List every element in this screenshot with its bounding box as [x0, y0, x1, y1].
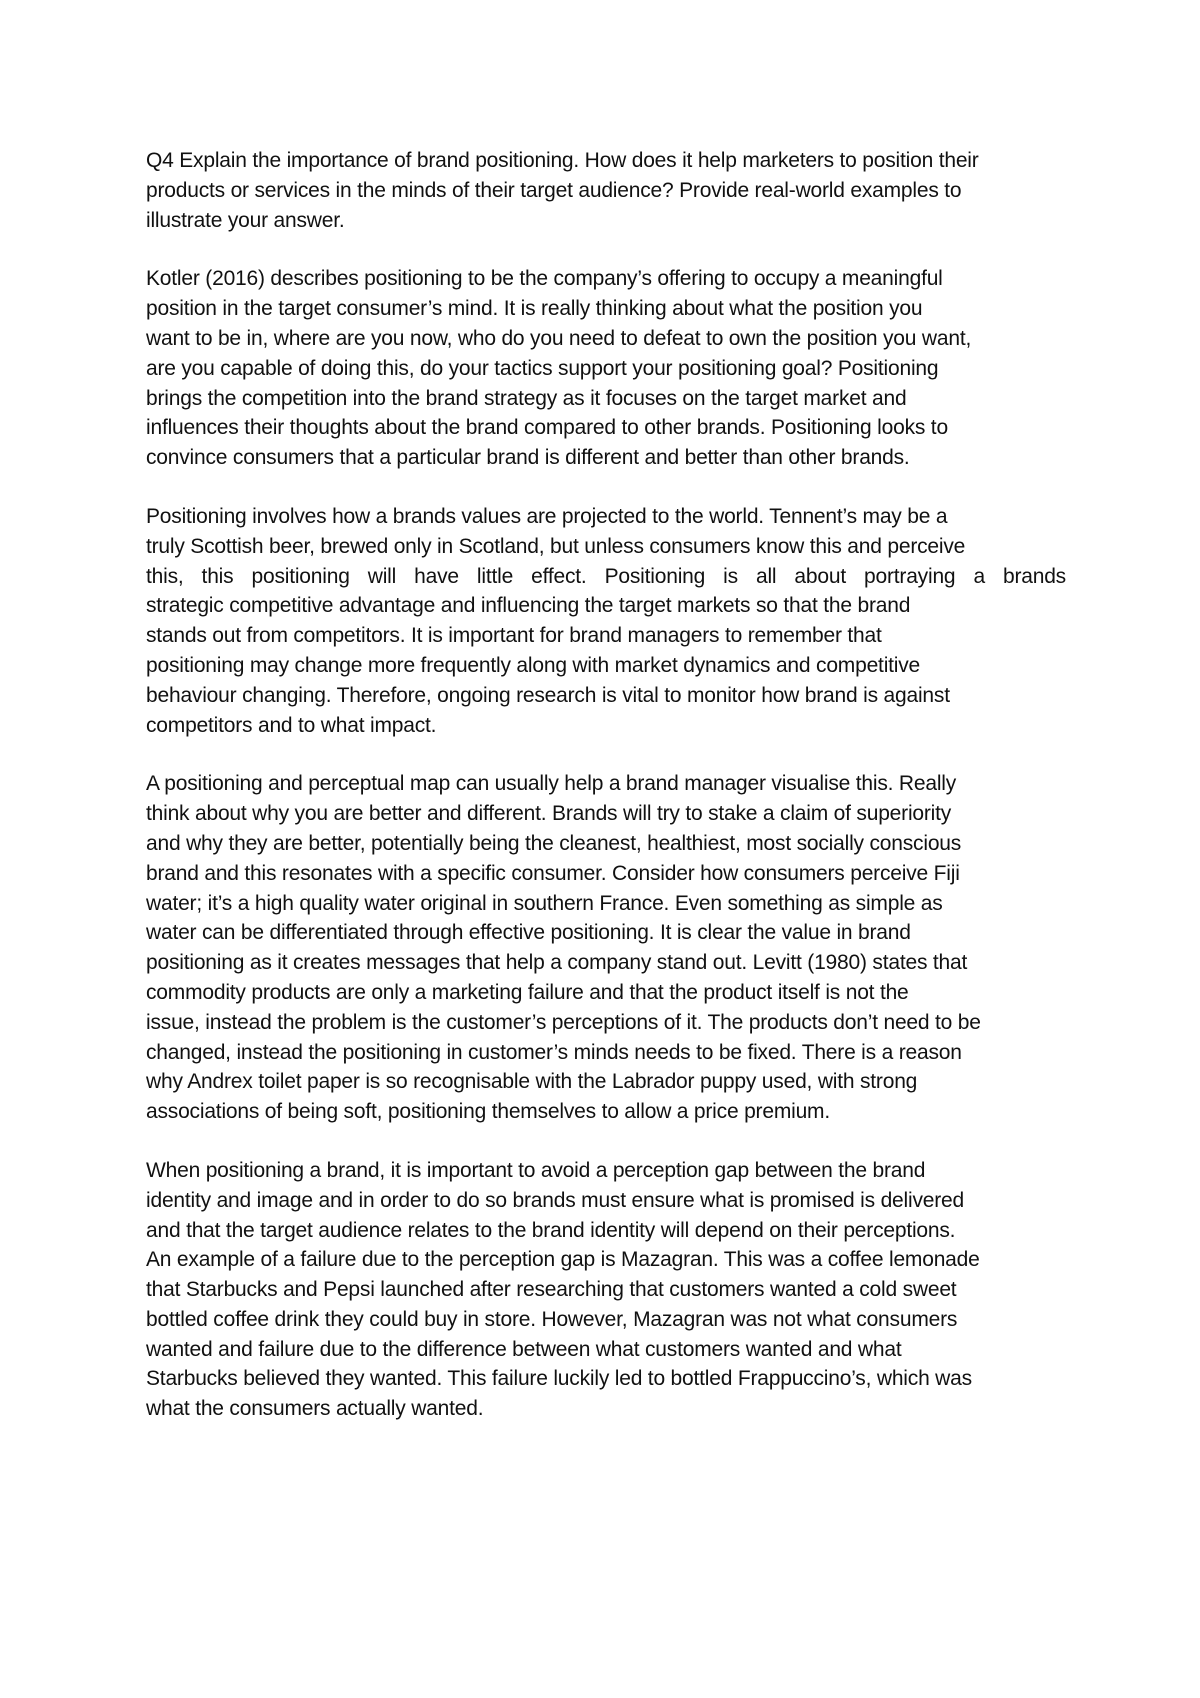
question-paragraph	[146, 146, 1066, 235]
text-line: wanted and failure due to the difference between what customers wanted and what	[146, 1337, 902, 1361]
text-line: influences their thoughts about the brand compared to other brands. Positioning looks to	[146, 416, 948, 440]
text-line: water; it’s a high quality water original in southern France. Even something as simple as	[146, 891, 943, 915]
text-line: that Starbucks and Pepsi launched after researching that customers wanted a cold sweet	[146, 1278, 957, 1302]
text-line: illustrate your answer.	[146, 208, 345, 232]
text-line: brings the competition into the brand strategy as it focuses on the target market and	[146, 386, 907, 410]
text-line: stands out from competitors. It is important for brand managers to remember that	[146, 624, 882, 648]
text-line: issue, instead the problem is the customer’s perceptions of it. The products don’t need to be	[146, 1010, 981, 1034]
text-line: products or services in the minds of their target audience? Provide real-world examples to	[146, 178, 962, 202]
body-paragraph	[146, 769, 1066, 1127]
text-line: Kotler (2016) describes positioning to be the company’s offering to occupy a meaningful	[146, 267, 943, 291]
document-body	[146, 146, 1066, 1453]
text-line: this, this positioning will have little effect. Positioning is all about portraying a brands	[146, 564, 1066, 588]
body-paragraph	[146, 264, 1066, 473]
body-paragraph	[146, 1156, 1066, 1424]
text-line: commodity products are only a marketing failure and that the product itself is not the	[146, 980, 909, 1004]
text-line: convince consumers that a particular brand is different and better than other brands.	[146, 446, 910, 470]
text-line: think about why you are better and different. Brands will try to stake a claim of superiority	[146, 802, 952, 826]
text-line: competitors and to what impact.	[146, 713, 437, 737]
text-line: strategic competitive advantage and influencing the target markets so that the brand	[146, 594, 911, 618]
text-line: Q4 Explain the importance of brand positioning. How does it help marketers to position their	[146, 149, 979, 172]
text-line: Starbucks believed they wanted. This failure luckily led to bottled Frappuccino’s, which was	[146, 1367, 972, 1391]
text-line: behaviour changing. Therefore, ongoing research is vital to monitor how brand is against	[146, 683, 950, 707]
text-line: what the consumers actually wanted.	[146, 1397, 484, 1421]
text-line: positioning may change more frequently along with market dynamics and competitive	[146, 653, 921, 677]
text-line: and why they are better, potentially being the cleanest, healthiest, most socially conscious	[146, 831, 962, 855]
text-line: bottled coffee drink they could buy in store. However, Mazagran was not what consumers	[146, 1307, 958, 1331]
text-line: are you capable of doing this, do your tactics support your positioning goal? Positioning	[146, 356, 939, 380]
text-line: identity and image and in order to do so brands must ensure what is promised is delivered	[146, 1188, 964, 1212]
text-line: truly Scottish beer, brewed only in Scotland, but unless consumers know this and perceive	[146, 534, 966, 558]
text-line: positioning as it creates messages that help a company stand out. Levitt (1980) states that	[146, 951, 968, 975]
text-line: An example of a failure due to the perception gap is Mazagran. This was a coffee lemonade	[146, 1248, 980, 1272]
text-line: want to be in, where are you now, who do you need to defeat to own the position you want,	[146, 326, 972, 350]
text-line: A positioning and perceptual map can usually help a brand manager visualise this. Really	[146, 772, 957, 796]
text-line: why Andrex toilet paper is so recognisable with the Labrador puppy used, with strong	[146, 1070, 918, 1094]
text-line: changed, instead the positioning in customer’s minds needs to be fixed. There is a reason	[146, 1040, 962, 1064]
text-line: and that the target audience relates to the brand identity will depend on their perceptions.	[146, 1218, 956, 1242]
text-line: When positioning a brand, it is important to avoid a perception gap between the brand	[146, 1158, 926, 1182]
text-line: associations of being soft, positioning themselves to allow a price premium.	[146, 1100, 830, 1124]
text-line: brand and this resonates with a specific consumer. Consider how consumers perceive Fiji	[146, 861, 960, 885]
body-paragraph	[146, 502, 1066, 740]
text-line: water can be differentiated through effective positioning. It is clear the value in brand	[146, 921, 911, 945]
text-line: position in the target consumer’s mind. It is really thinking about what the position you	[146, 297, 923, 321]
text-line: Positioning involves how a brands values are projected to the world. Tennent’s may be a	[146, 504, 948, 528]
